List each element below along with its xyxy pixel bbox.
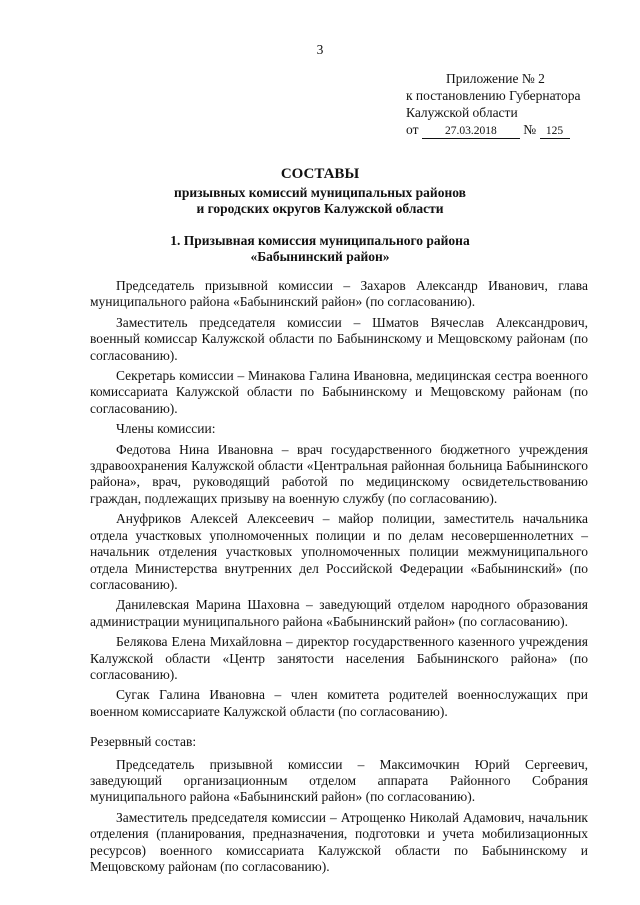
paragraph-member-anufrikov: Ануфриков Алексей Алексеевич – майор полиции, заместитель начальника отдела участковых уполномоченных полиции и по делам несовершеннолетних – начальник отделения участковых уполномоченных полиции межмуниципального отдела Министерства внутренних дел Российской Федерации «Бабынинский» (по согласованию). [90, 511, 588, 592]
paragraph-chairman: Председатель призывной комиссии – Захаров Александр Иванович, глава муниципального района «Бабынинский район» (по согласованию). [90, 278, 588, 310]
from-label: от [406, 122, 419, 137]
paragraph-member-fedotova: Федотова Нина Ивановна – врач государственного бюджетного учреждения здравоохранения Калужской области «Центральная районная больница Бабынинского района», врач, руководящий работой по медицинскому освидетельствованию граждан, подлежащих призыву на военную службу (по согласованию). [90, 441, 588, 506]
paragraph-member-belyakova: Белякова Елена Михайловна – директор государственного казенного учреждения Калужской области «Центр занятости населения Бабынинского района» (по согласованию). [90, 634, 588, 682]
page-number: 3 [316, 42, 324, 57]
section-title-line2: «Бабынинский район» [250, 249, 390, 264]
appendix-region-line: Калужской области [406, 105, 518, 120]
appendix-block [406, 70, 580, 139]
reserve-title: Резервный состав: [90, 734, 197, 750]
paragraph-reserve-deputy: Заместитель председателя комиссии – Атрощенко Николай Адамович, начальник отделения (планирования, предназначения, подготовки и учета мобилизационных ресурсов) военного комиссариата Калужской области по Бабынинскому и Мещовскому районам (по согласованию). [90, 809, 588, 874]
paragraph-reserve-chairman: Председатель призывной комиссии – Максимочкин Юрий Сергеевич, заведующий организационным отделом аппарата Районного Собрания муниципального района «Бабынинский район» (по согласованию). [90, 756, 588, 805]
document-subtitle-line2: и городских округов Калужской области [196, 201, 444, 216]
appendix-date-line [406, 121, 580, 139]
paragraph-member-danilevskaya: Данилевская Марина Шаховна – заведующий отделом народного образования администрации муниципального района «Бабынинский район» (по согласованию). [90, 597, 588, 629]
appendix-title: Приложение № 2 [446, 71, 545, 86]
paragraph-deputy: Заместитель председателя комиссии – Шматов Вячеслав Александрович, военный комиссар Калужской области по Бабынинскому и Мещовскому районам (по согласованию). [90, 314, 588, 363]
paragraph-members-label: Члены комиссии: [116, 421, 216, 437]
number-label: № [523, 122, 537, 137]
decree-number: 125 [540, 125, 570, 139]
document-subtitle-line1: призывных комиссий муниципальных районов [174, 185, 466, 200]
section-body [90, 278, 588, 879]
decree-date: 27.03.2018 [422, 125, 520, 139]
appendix-decree-line: к постановлению Губернатора [406, 88, 581, 103]
document-title: СОСТАВЫ [280, 166, 360, 182]
section-title-line1: 1. Призывная комиссия муниципального района [170, 233, 470, 248]
paragraph-member-sugak: Сугак Галина Ивановна – член комитета родителей военнослужащих при военном комиссариате Калужской области (по согласованию). [90, 687, 588, 719]
paragraph-secretary: Секретарь комиссии – Минакова Галина Ивановна, медицинская сестра военного комиссариата Калужской области по Бабынинскому и Мещовскому районам (по согласованию). [90, 368, 588, 416]
